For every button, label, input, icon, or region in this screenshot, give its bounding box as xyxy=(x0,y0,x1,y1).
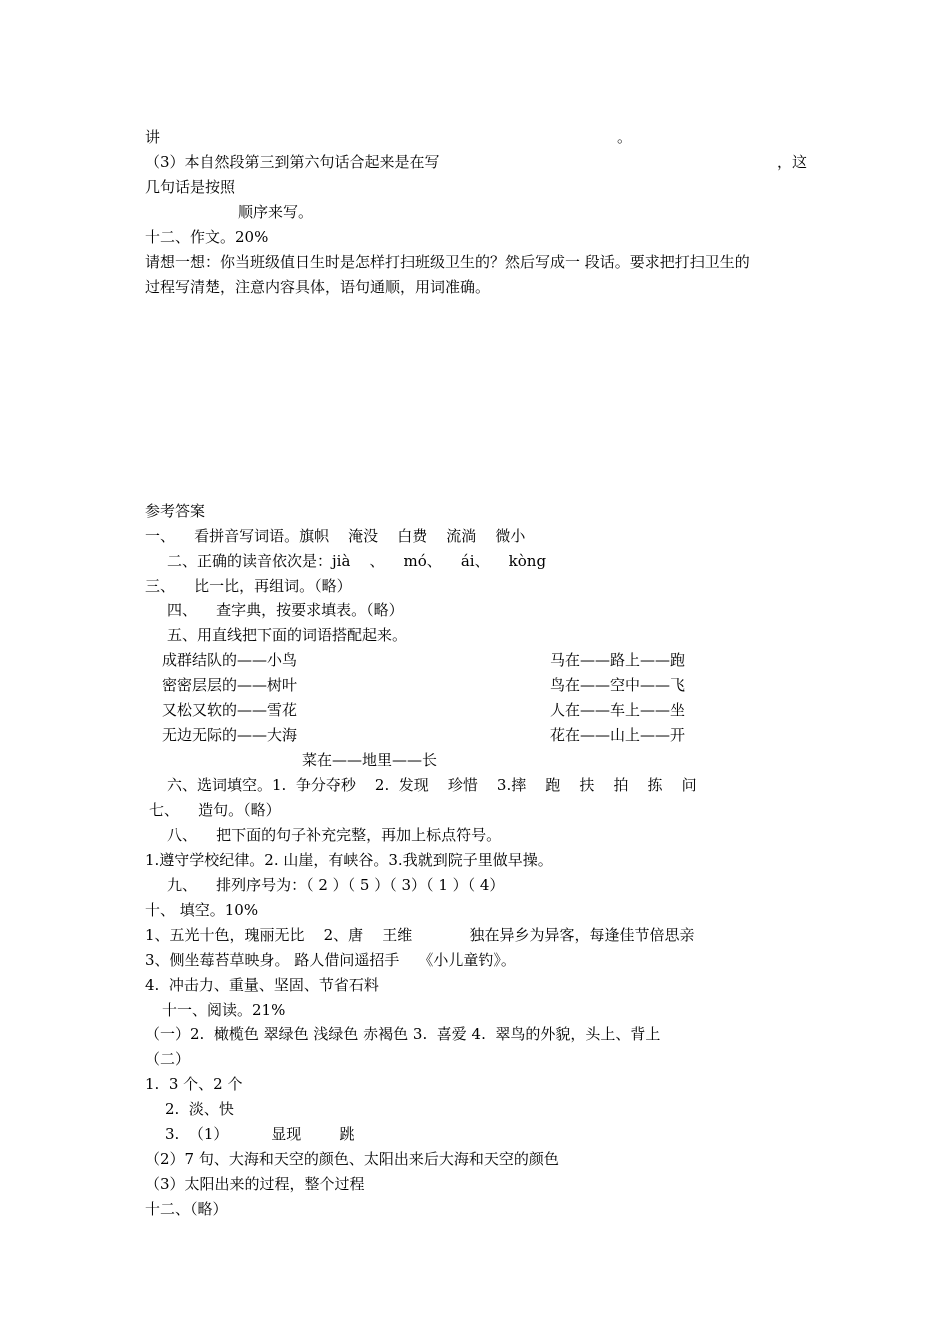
answer-9: 九、 排列序号为：（ 2 ）（ 5 ）（ 3）（ 1 ）（ 4） xyxy=(167,876,505,894)
pair-right-2: 鸟在——空中——飞 xyxy=(550,676,686,694)
answer-11-part-2-title: （二） xyxy=(145,1050,191,1068)
answer-7: 七、 造句。（略） xyxy=(149,801,281,819)
section-12-title: 十二、作文。20% xyxy=(145,228,269,246)
question-3-text: （3）本自然段第三到第六句话合起来是在写 xyxy=(145,153,440,171)
answer-1: 一、 看拼音写词语。旗帜 淹没 白费 流淌 微小 xyxy=(145,527,526,545)
answer-12: 十二、（略） xyxy=(145,1200,228,1218)
answer-10-line-3: 3、侧坐莓苔草映身。 路人借问遥招手 《小儿童钓》。 xyxy=(145,951,516,969)
answer-11-part-2-5: （3）太阳出来的过程，整个过程 xyxy=(145,1175,365,1193)
pair-right-3: 人在——车上——坐 xyxy=(550,701,686,719)
pair-right-1: 马在——路上——跑 xyxy=(550,651,686,669)
answer-10-line-1: 1、五光十色，瑰丽无比 2、唐 王维 独在异乡为异客，每逢佳节倍思亲 xyxy=(145,926,695,944)
answer-11: 十一、阅读。21% xyxy=(162,1001,286,1019)
pair-left-3: 又松又软的——雪花 xyxy=(162,701,298,719)
section-12-paragraph-1: 请想一想：你当班级值日生时是怎样打扫班级卫生的？然后写成一 段话。要求把打扫卫生的 xyxy=(145,253,750,271)
answer-8: 八、 把下面的句子补充完整，再加上标点符号。 xyxy=(167,826,502,844)
answer-5: 五、用直线把下面的词语搭配起来。 xyxy=(167,626,408,644)
answer-11-part-1: （一）2. 橄榄色 翠绿色 浅绿色 赤褐色 3. 喜爱 4. 翠鸟的外貌，头上、背上 xyxy=(145,1025,661,1043)
question-3-cont: 几句话是按照 xyxy=(145,178,236,196)
answer-11-part-2-2: 2. 淡、快 xyxy=(165,1100,234,1118)
answer-8-detail: 1.遵守学校纪律。2. 山崖，有峡谷。3.我就到院子里做早操。 xyxy=(145,851,553,869)
pair-last: 菜在——地里——长 xyxy=(302,751,438,769)
question-line-jiang-end: 。 xyxy=(617,128,633,146)
question-3-end: 顺序来写。 xyxy=(238,203,314,221)
answer-10: 十、 填空。10% xyxy=(145,901,259,919)
answer-11-part-2-1: 1. 3 个、2 个 xyxy=(145,1075,243,1093)
question-line-jiang: 讲 xyxy=(145,128,161,146)
pair-left-2: 密密层层的——树叶 xyxy=(162,676,298,694)
answer-3: 三、 比一比，再组词。（略） xyxy=(145,577,352,595)
question-3-tail: ，这 xyxy=(777,153,808,171)
pair-left-1: 成群结队的——小鸟 xyxy=(162,651,298,669)
answer-6: 六、选词填空。1. 争分夺秒 2. 发现 珍惜 3.摔 跑 扶 拍 拣 问 xyxy=(167,776,697,794)
answer-10-line-4: 4. 冲击力、重量、坚固、节省石料 xyxy=(145,976,379,994)
answers-title: 参考答案 xyxy=(145,502,206,520)
pair-left-4: 无边无际的——大海 xyxy=(162,726,298,744)
pair-right-4: 花在——山上——开 xyxy=(550,726,686,744)
answer-11-part-2-3: 3. （1） 显现 跳 xyxy=(165,1125,355,1143)
section-12-paragraph-2: 过程写清楚，注意内容具体，语句通顺，用词准确。 xyxy=(145,278,491,296)
answer-4: 四、 查字典，按要求填表。（略） xyxy=(167,601,404,619)
answer-11-part-2-4: （2）7 句、大海和天空的颜色、太阳出来后大海和天空的颜色 xyxy=(145,1150,559,1168)
answer-2: 二、正确的读音依次是：jià 、 mó、 ái、 kòng xyxy=(167,552,547,570)
